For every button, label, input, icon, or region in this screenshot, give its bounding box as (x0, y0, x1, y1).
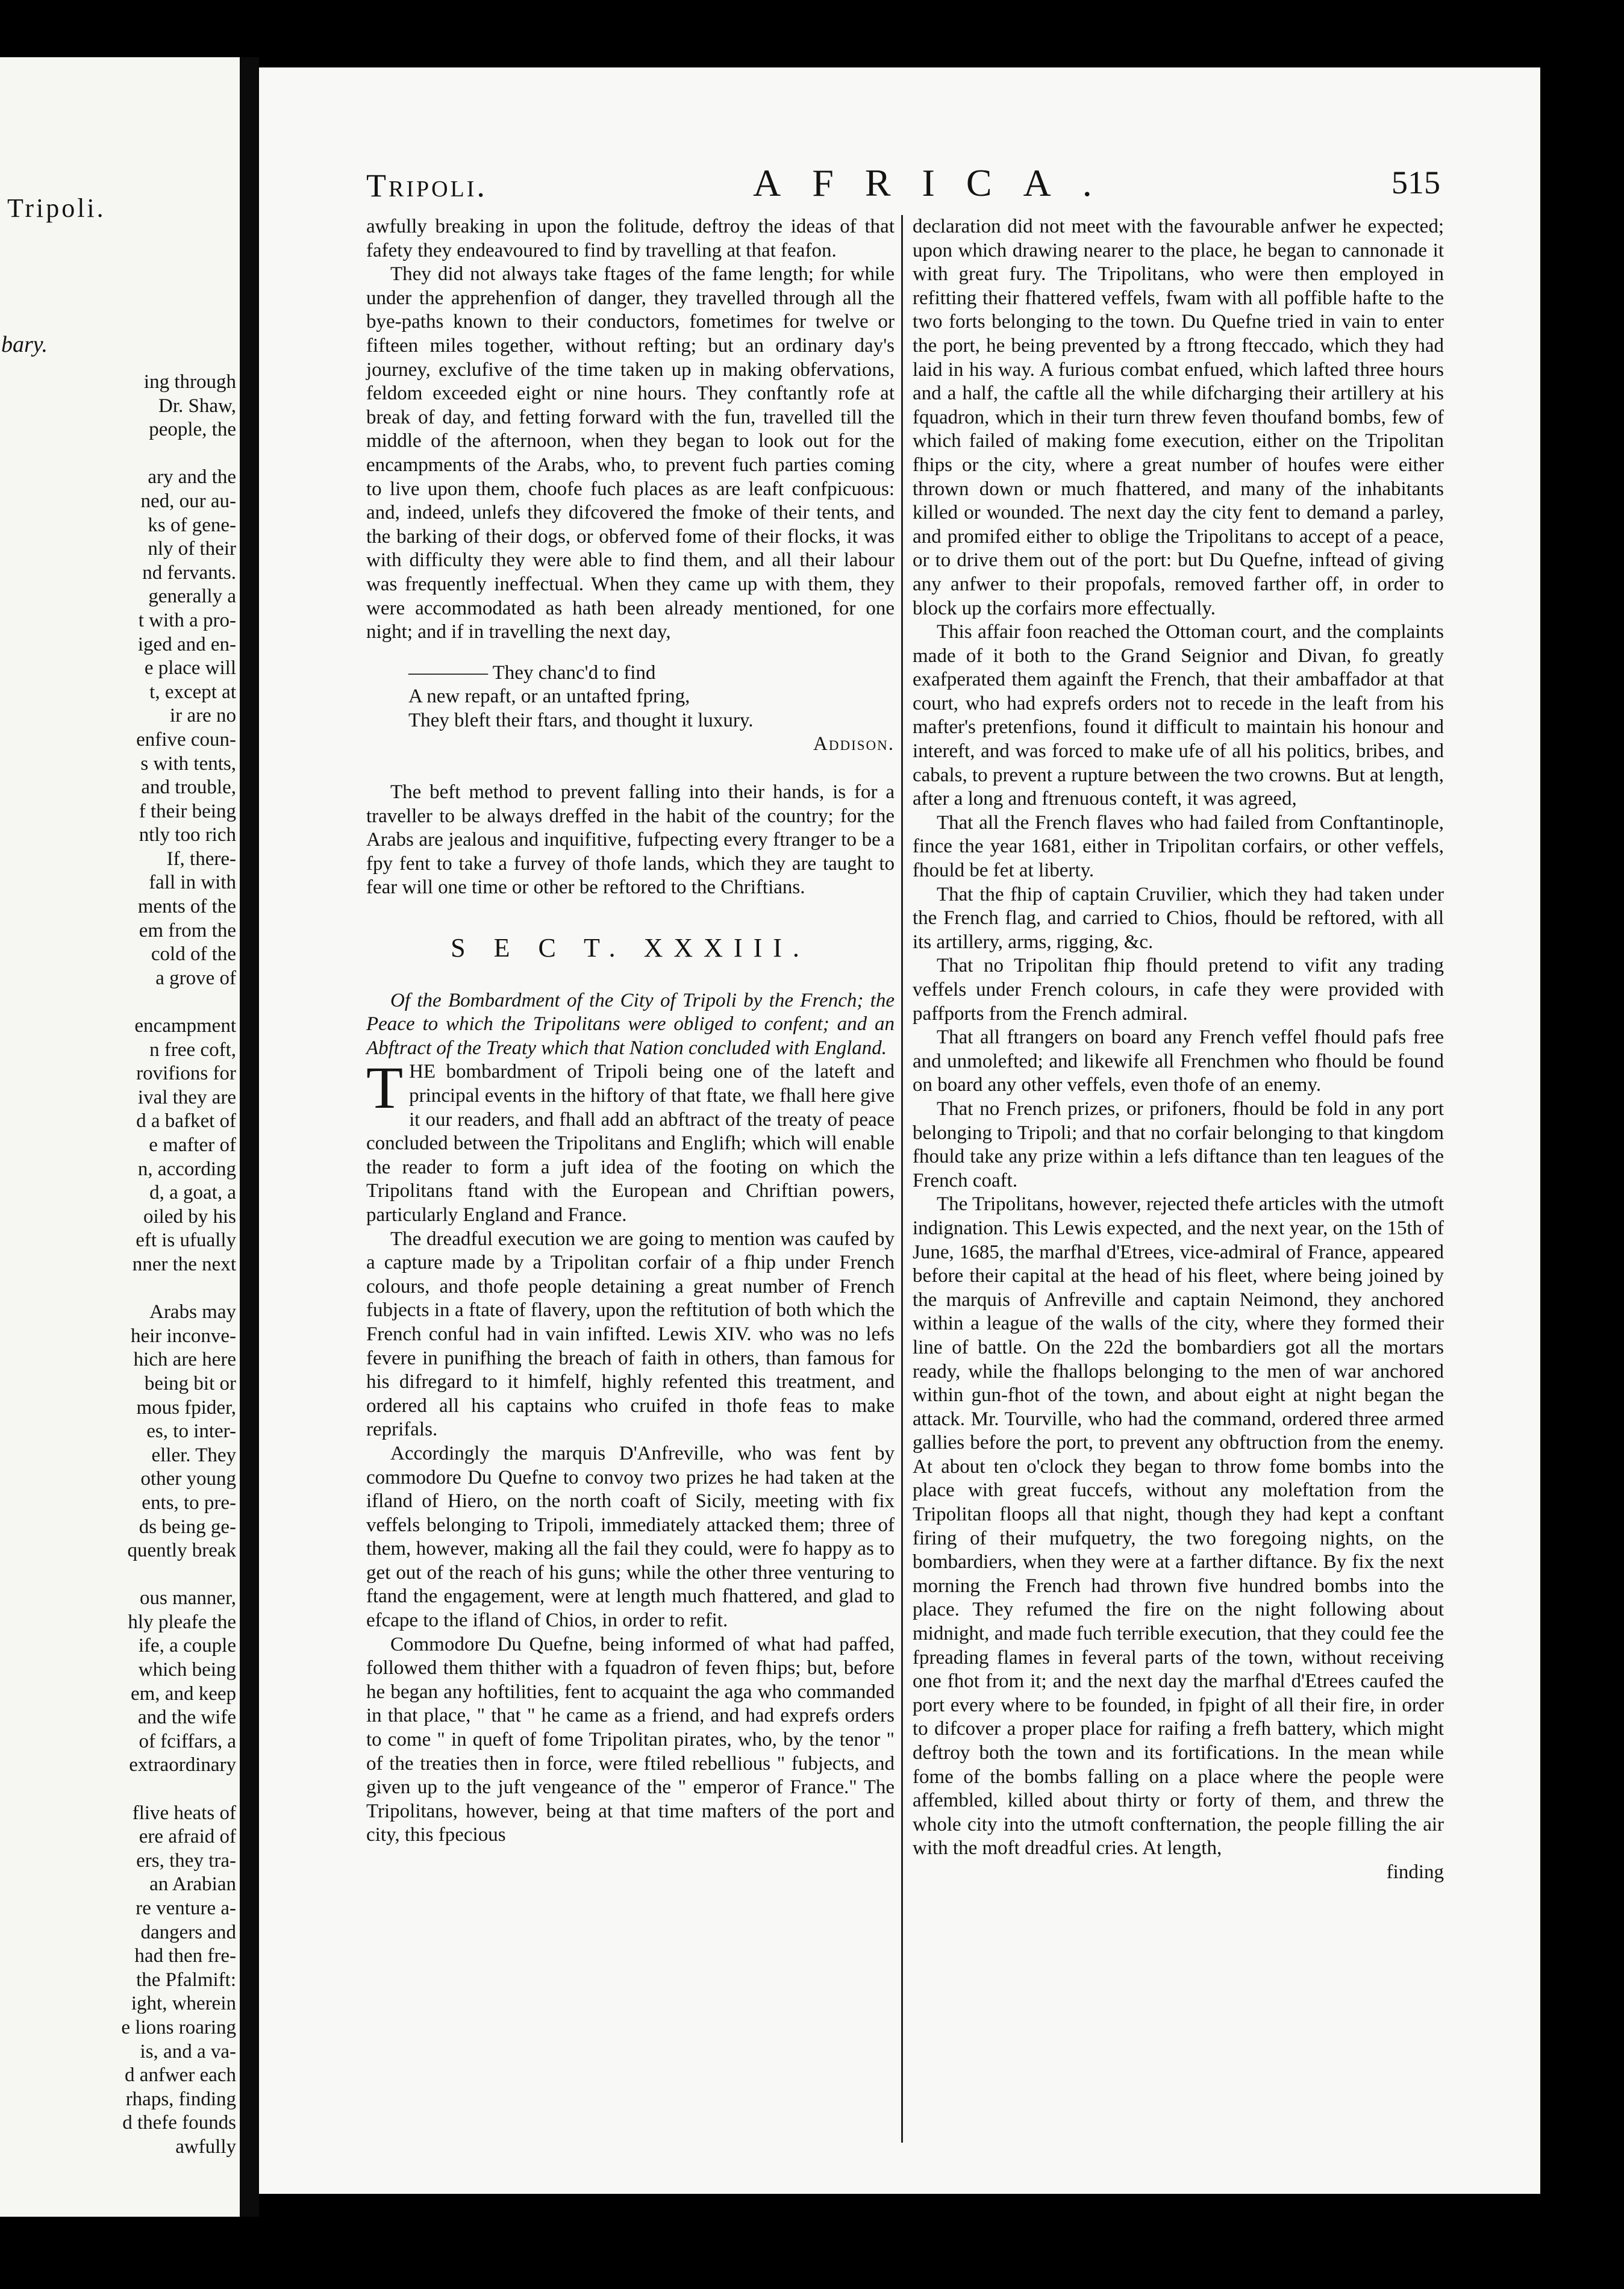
text-fragment-line: people, the (149, 419, 236, 441)
text-fragment-line: nd fervants. (142, 561, 236, 584)
paragraph: declaration did not meet with the favourable anfwer he expected; upon which drawing nearer to the place, he began to cannonade it with great fury. The Tripolitans, who were then employed in refitting their fhattered veffels, fwam with all poffible hafte to the two forts belonging to the town. Du Quefne tried in vain to enter the port, he being prevented by a ftrong fteccado, which they had laid in his way. A furious combat enfued, which lafted three hours and a half, the caftle all the while difcharging their artillery at his fquadron, which in their turn threw feven thoufand bombs, few of which failed of making fome execution, either on the Tripolitan fhips or the city, where a great number of houfes were either thrown down or much fhattered, and many of the inhabitants killed or wounded. The next day the city fent to demand a parley, and promifed either to oblige the Tripolitans to accept of a peace, or to drive them out of the port: but Du Quefne, inftead of giving any anfwer to their propofals, removed farther off, in order to block up the corfairs more effectually. (913, 216, 1444, 619)
text-fragment-line: d thefe founds (122, 2112, 236, 2134)
text-fragment-line: e place will (144, 657, 236, 679)
paragraph-with-dropcap (366, 1054, 895, 1227)
text-fragment-line: ival they are (137, 1086, 236, 1108)
paragraph: Commodore Du Quefne, being informed of what had paffed, followed them thither with a fquadron of feven fhips; but, before he began any hoftilities, fent to acquaint the aga who commanded in that place, " that " he came as a friend, and had exprefs orders to come " in queft of fome Tripolitan pirates, who, by the tenor " of the treaties then in force, were ftiled rebellious " fubjects, and given up to the juft vengeance of the " emperor of France." The Tripolitans, however, being at that time mafters of the port and city, this fpecious (366, 1633, 895, 1846)
section-heading: S E C T. XXXIII. (451, 933, 810, 963)
text-fragment-line: ary and the (148, 466, 236, 489)
text-fragment-line: extraordinary (129, 1754, 236, 1776)
left-running-head: Tripoli. (7, 193, 106, 223)
paragraph: That no French prizes, or prifoners, fhould be fold in any port belonging to Tripoli; and that no corfair belonging to that kingdom fhould take any prize within a lefs diftance than ten leagues of the French coaft. (913, 1098, 1444, 1191)
text-fragment-line: other young (140, 1468, 236, 1490)
paragraph-text: HE bombardment of Tripoli being one of the lateft and principal events in the hiftory of that ftate, we fhall here give it our readers, and fhall add an abftract of the treaty of peace concluded between the Tripolitans and Englifh; which will enable the reader to form a juft idea of the footing on which the Tripolitans ftand with the European and Chriftian powers, particularly England and France. (366, 1061, 895, 1226)
text-fragment-line: ing through (143, 371, 236, 393)
left-page-text-fragments (0, 370, 240, 2159)
text-fragment-line: rhaps, finding (125, 2088, 236, 2110)
section-summary: Of the Bombardment of the City of Tripoli by the French; the Peace to which the Tripolitans were obliged to confent; and an Abftract of the Treaty which that Nation concluded with England. (366, 989, 895, 1059)
paragraph: That the fhip of captain Cruvilier, which they had taken under the French flag, and carried to Chios, fhould be reftored, with all its artillery, arms, rigging, &c. (913, 883, 1444, 953)
text-fragment-line: had then fre- (134, 1945, 236, 1967)
text-fragment-line: mous fpider, (136, 1396, 236, 1419)
text-fragment-line (0, 1277, 240, 1301)
text-column-right (913, 215, 1444, 1885)
text-fragment-line: ned, our au- (140, 490, 236, 512)
text-fragment-line (0, 1563, 240, 1587)
text-fragment-line: ir are no (170, 705, 236, 727)
text-fragment-line: ntly too rich (139, 824, 236, 846)
drop-cap: T (366, 1054, 404, 1122)
running-head-center: AFRICA. (753, 161, 1123, 204)
paragraph: That all the French flaves who had failed from Conftantinople, fince the year 1681, either in Tripolitan corfairs, or other veffels, fhould be fet at liberty. (913, 811, 1444, 882)
text-fragment-line: Arabs may (149, 1301, 236, 1323)
text-fragment-line: and the wife (137, 1707, 236, 1729)
column-rule (901, 215, 903, 2143)
left-subheading: bary. (1, 332, 48, 357)
text-fragment-line: generally a (148, 586, 236, 608)
text-fragment-line: ks of gene- (148, 514, 236, 536)
text-fragment-line: ere afraid of (139, 1826, 236, 1848)
verse-line: ———— They chanc'd to find (408, 661, 656, 684)
text-fragment-line: an Arabian (149, 1873, 236, 1896)
text-fragment-line (0, 990, 240, 1014)
text-fragment-line: quently break (127, 1540, 236, 1562)
paragraph: That no Tripolitan fhip fhould pretend to vifit any trading veffels under French colours, in cafe they were provided with paffports from the French admiral. (913, 955, 1444, 1025)
catchword: finding (1386, 1861, 1444, 1883)
text-fragment-line: If, there- (166, 848, 236, 870)
text-fragment-line: ers, they tra- (136, 1849, 236, 1872)
text-fragment-line: eft is ufually (136, 1229, 236, 1252)
text-fragment-line: a grove of (155, 967, 236, 989)
text-fragment-line: t, except at (149, 681, 236, 703)
paragraph: This affair foon reached the Ottoman court, and the complaints made of it both to the Grand Seignior and Divan, fo greatly exafperated them againft the French, that their ambaffador at that court, who had exprefs orders not to recede in the leaft from his mafter's pretenfions, found it difficult to maintain his honour and intereft, and was forced to make ufe of all his politics, bribes, and cabals, to prevent a rupture between the two crowns. But at length, after a long and ftrenuous conteft, it was agreed, (913, 621, 1444, 810)
verse-attribution: Addison. (813, 733, 895, 755)
text-fragment-line: n free coft, (149, 1038, 236, 1061)
text-fragment-line: is, and a va- (140, 2040, 236, 2063)
text-fragment-line: f their being (139, 800, 236, 822)
paragraph: The beft method to prevent falling into their hands, is for a traveller to be always dreffed in the habit of the country; for the Arabs are jealous and inquifitive, fufpecting every ftranger to be a fpy fent to take a furvey of thofe lands, which they are taught to fear will one time or other be reftored to the Chriftians. (366, 781, 895, 899)
text-fragment-line: ents, to pre- (142, 1491, 236, 1514)
text-fragment-line: flive heats of (132, 1802, 236, 1824)
paragraph: awfully breaking in upon the folitude, deftroy the ideas of that fafety they endeavoured to find by travelling at that feafon. (366, 216, 895, 261)
text-fragment-line: d anfwer each (124, 2064, 236, 2087)
text-column-left (366, 215, 895, 1847)
left-facing-page (0, 57, 240, 2217)
text-fragment-line: enfive coun- (136, 728, 236, 751)
paragraph: They did not always take ftages of the fame length; for while under the apprehenfion of danger, they travelled through all the bye-paths known to their conductors, fometimes for twelve or fifteen miles together, without refting; but an ordinary day's journey, exclufive of the time taken up in making obfervations, feldom exceeded eight or nine hours. They conftantly rofe at break of day, and fetting forward with the fun, travelled till the middle of the afternoon, when they began to look out for the encampments of the Arabs, who, to prevent fuch parties coming to live upon them, choofe fuch places as are leaft confpicuous: and, indeed, unlefs they difcovered the fmoke of their tents, and the barking of their dogs, or obferved fome of their flocks, it was with difficulty they were able to find them, and all their labour was frequently ineffectual. When they came up with them, they were accommodated as hath been already mentioned, for one night; and if in travelling the next day, (366, 263, 895, 643)
text-fragment-line: s with tents, (140, 752, 236, 775)
text-fragment-line: e lions roaring (121, 2016, 236, 2038)
verse-line: A new repaft, or an untafted fpring, (408, 685, 690, 708)
text-fragment-line: ments of the (137, 896, 236, 918)
text-fragment-line: em from the (139, 919, 236, 942)
text-fragment-line: e mafter of (149, 1134, 236, 1156)
text-fragment-line: which being (138, 1659, 236, 1681)
paragraph: The Tripolitans, however, rejected thefe articles with the utmoft indignation. This Lewis expected, and the next year, on the 15th of June, 1685, the marfhal d'Etrees, vice-admiral of France, appeared before their capital at the head of his fleet, where being joined by the marquis of Anfreville and captain Neimond, they anchored within a league of the walls of the city, where they formed their line of battle. On the 22d the bombardiers got all the mortars ready, while the fhallops belonging to the men of war anchored within gun-fhot of the town, and about eight at night began the attack. Mr. Tourville, who had the command, ordered three armed gallies before the port, to prevent any obftruction from the enemy. At about ten o'clock they began to throw fome bombs into the place with great fuccefs, without any moleftation from the Tripolitan floops all that night, though they had kept a conftant firing of their mufquetry, the two foregoing nights, on the bombardiers, when they were at a farther diftance. By fix the next morning the French had thrown five hundred bombs into the place. They refumed the fire on the night following about midnight, and made fuch terrible execution, that they could fee the fpreading flames in feveral parts of the town, without receiving one fhot from it; and the next day the marfhal d'Etrees caufed the port every where to be founded, in fpight of all their fire, in order to difcover a proper place for raifing a frefh battery, which might deftroy both the town and its fortifications. In the mean while fome of the bombs falling on a place where the people were affembled, killed about thirty or forty of them, and threw the whole city into the utmoft confternation, the people filling the air with the moft dreadful cries. At length, (913, 1193, 1444, 1860)
text-fragment-line: oiled by his (143, 1205, 236, 1228)
text-fragment-line: em, and keep (130, 1682, 236, 1705)
verse-quotation (408, 661, 895, 733)
text-fragment-line: t with a pro- (138, 609, 236, 631)
text-fragment-line: dangers and (140, 1921, 236, 1943)
right-page (259, 67, 1540, 2194)
paragraph: That all ftrangers on board any French veffel fhould pafs free and unmolefted; and likewife all Frenchmen who fhould be found on board any other veffels, even thofe of an enemy. (913, 1026, 1444, 1096)
text-fragment-line: Dr. Shaw, (158, 395, 236, 417)
text-fragment-line: ds being ge- (139, 1516, 236, 1538)
text-fragment-line: hly pleafe the (128, 1611, 236, 1633)
text-fragment-line: ight, wherein (131, 1993, 236, 2015)
text-fragment-line: d a bafket of (136, 1110, 236, 1132)
text-fragment-line: rovifions for (136, 1063, 236, 1085)
text-fragment-line (0, 442, 240, 466)
running-head-left: Tripoli. (366, 167, 487, 204)
paragraph: The dreadful execution we are going to mention was caufed by a capture made by a Tripolitan corfair of a fhip under French colours, and thofe people detaining a great number of French fubjects in a ftate of flavery, upon the reftitution of both which the French conful had in vain infifted. Lewis XIV. who was no lefs fevere in punifhing the breach of faith in others, than famous for his difregard to it himfelf, highly refented this treatment, and ordered all his captains who cruifed in thofe feas to make reprifals. (366, 1228, 895, 1441)
text-fragment-line: nly of their (148, 538, 236, 560)
text-fragment-line: hich are here (133, 1349, 236, 1371)
text-fragment-line: n, according (137, 1158, 236, 1180)
text-fragment-line: ife, a couple (138, 1635, 236, 1657)
text-fragment-line: and trouble, (141, 776, 236, 799)
text-fragment-line: d, a goat, a (149, 1182, 236, 1204)
text-fragment-line: encampment (134, 1015, 236, 1037)
scan-border (1540, 67, 1624, 2194)
text-fragment-line: awfully (175, 2135, 236, 2158)
text-fragment-line: the Pfalmift: (136, 1969, 236, 1991)
verse-line: They bleft their ftars, and thought it luxury. (408, 709, 754, 731)
text-fragment-line: re venture a- (136, 1897, 236, 1919)
text-fragment-line: fall in with (149, 872, 236, 894)
text-fragment-line: eller. They (151, 1444, 236, 1466)
text-fragment-line: nner the next (132, 1253, 236, 1275)
book-gutter (240, 57, 259, 2217)
text-fragment-line: cold of the (151, 943, 236, 966)
paragraph: Accordingly the marquis D'Anfreville, who was fent by commodore Du Quefne to convoy two prizes he had taken at the ifland of Hiero, on the north coaft of Sicily, meeting with fix veffels belonging to Tripoli, immediately attacked them; three of them, however, making all the fail they could, were fo happy as to get out of the reach of his guns; while the other three venturing to ftand the engagement, were at length much fhattered, and glad to efcape to the ifland of Chios, in order to refit. (366, 1442, 895, 1632)
running-header (259, 161, 1540, 209)
text-fragment-line: being bit or (144, 1372, 236, 1394)
text-fragment-line: iged and en- (137, 633, 236, 655)
text-fragment-line: of fciffars, a (139, 1730, 236, 1752)
page-number: 515 (1391, 164, 1440, 201)
text-fragment-line: ous manner, (140, 1587, 236, 1610)
text-fragment-line: heir inconve- (130, 1325, 236, 1347)
text-fragment-line: es, to inter- (146, 1420, 236, 1443)
text-fragment-line (0, 1778, 240, 1802)
